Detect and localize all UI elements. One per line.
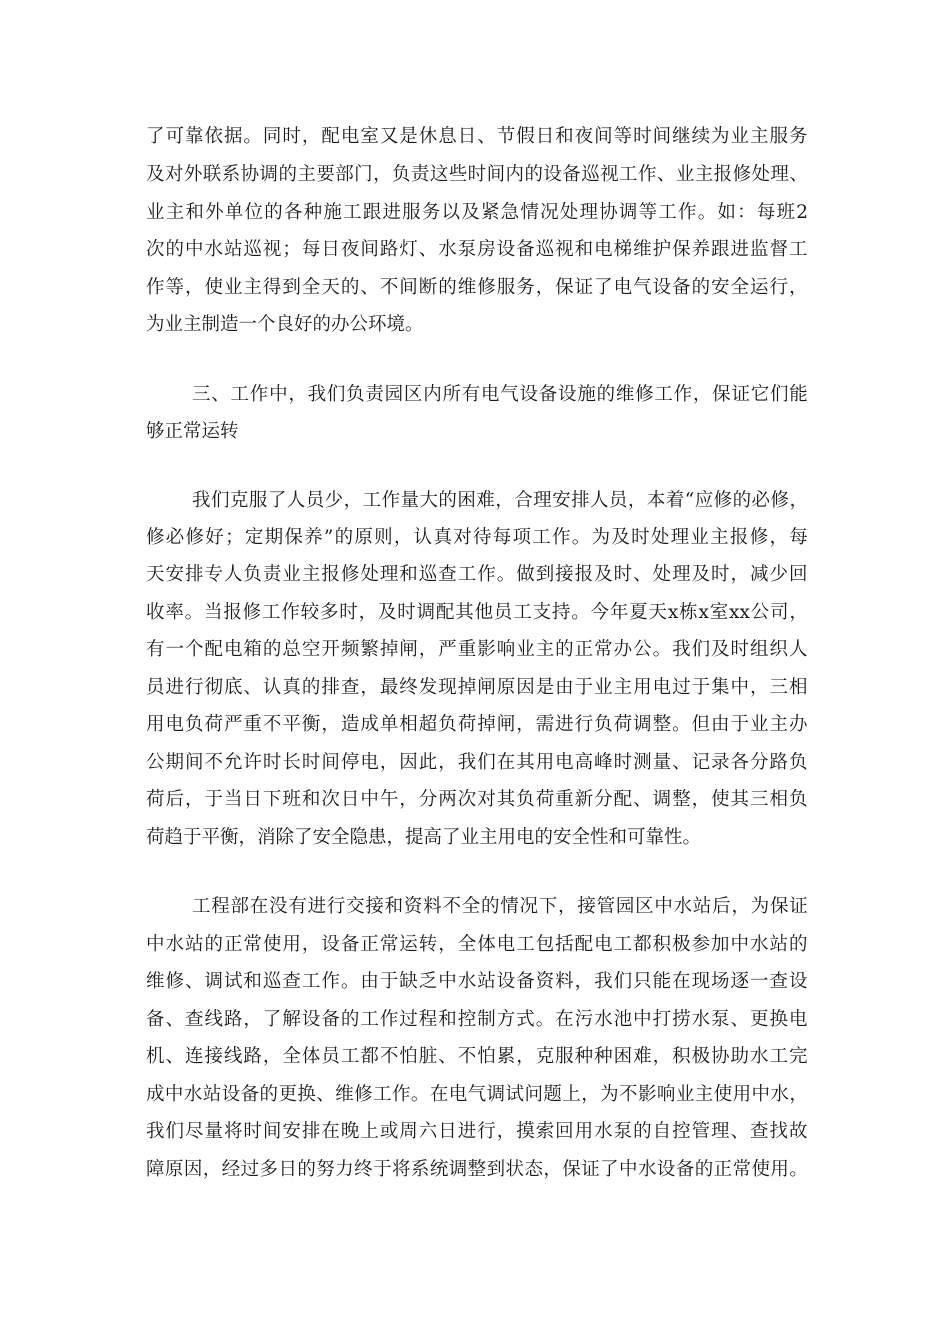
- text-line: 工 程 部 在 没 有 进 行 交 接 和 资 料 不 全 的 情 况 下 ， 接 管 园 区 中 水 站 后 ， 为 保 证: [192, 896, 808, 917]
- text-line: 荷 后 ， 于 当 日 下 班 和 次 日 中 午 ， 分 两 次 对 其 负 荷 重 新 分 配 、 调 整 ， 使 其 三 相 负: [146, 789, 808, 810]
- text-line: 障 原 因 ， 经 过 多 日 的 努 力 终 于 将 系 统 调 整 到 状 态 ， 保 证 了 中 水 设 备 的 正 常 使 用 。: [146, 1159, 808, 1180]
- text-line: 备 、 查 线 路 ， 了 解 设 备 的 工 作 过 程 和 控 制 方 式 。 在 污 水 池 中 打 捞 水 泵 、 更 换 电: [146, 1009, 808, 1030]
- section-heading-line: 够正常运转: [146, 421, 239, 442]
- text-line: 修 必 修 好 ； 定 期 保 养 ” 的 原 则 ， 认 真 对 待 每 项 工 作 。 为 及 时 处 理 业 主 报 修 ， 每: [146, 527, 808, 548]
- text-line: 用 电 负 荷 严 重 不 平 衡 ， 造 成 单 相 超 负 荷 掉 闸 ， 需 进 行 负 荷 调 整 。 但 由 于 业 主 办: [146, 714, 808, 735]
- text-line: 作 等 ， 使 业 主 得 到 全 天 的 、 不 间 断 的 维 修 服 务 ， 保 证 了 电 气 设 备 的 安 全 运 行 ，: [146, 277, 808, 298]
- text-line: 有 一 个 配 电 箱 的 总 空 开 频 繁 掉 闸 ， 严 重 影 响 业 主 的 正 常 办 公 。 我 们 及 时 组 织 人: [146, 639, 808, 660]
- text-line: 公 期 间 不 允 许 时 长 时 间 停 电 ， 因 此 ， 我 们 在 其 用 电 高 峰 时 测 量 、 记 录 各 分 路 负: [146, 752, 808, 773]
- text-line: 次 的 中 水 站 巡 视 ； 每 日 夜 间 路 灯 、 水 泵 房 设 备 巡 视 和 电 梯 维 护 保 养 跟 进 监 督 工: [146, 239, 808, 260]
- text-line: 机 、 连 接 线 路 ， 全 体 员 工 都 不 怕 脏 、 不 怕 累 ， 克 服 种 种 困 难 ， 积 极 协 助 水 工 完: [146, 1046, 808, 1067]
- text-line: 业 主 和 外 单 位 的 各 种 施 工 跟 进 服 务 以 及 紧 急 情 况 处 理 协 调 等 工 作 。 如 ： 每 班 2: [146, 202, 808, 223]
- text-line: 中 水 站 的 正 常 使 用 ， 设 备 正 常 运 转 ， 全 体 电 工 包 括 配 电 工 都 积 极 参 加 中 水 站 的: [146, 934, 808, 955]
- text-line: 我 们 克 服 了 人 员 少 ， 工 作 量 大 的 困 难 ， 合 理 安 排 人 员 ， 本 着 “ 应 修 的 必 修 ，: [192, 490, 808, 511]
- text-line: 成 中 水 站 设 备 的 更 换 、 维 修 工 作 。 在 电 气 调 试 问 题 上 ， 为 不 影 响 业 主 使 用 中 水 ，: [146, 1084, 808, 1105]
- text-line: 及 对 外 联 系 协 调 的 主 要 部 门 ， 负 责 这 些 时 间 内 的 设 备 巡 视 工 作 、 业 主 报 修 处 理 、: [146, 164, 808, 185]
- text-line: 荷趋于平衡，消除了安全隐患，提高了业主用电的安全性和可靠性。: [146, 827, 702, 848]
- section-heading-line: 三 、 工 作 中 ， 我 们 负 责 园 区 内 所 有 电 气 设 备 设 施 的 维 修 工 作 ， 保 证 它 们 能: [192, 384, 808, 405]
- text-line: 维 修 、 调 试 和 巡 查 工 作 。 由 于 缺 乏 中 水 站 设 备 资 料 ， 我 们 只 能 在 现 场 逐 一 查 设: [146, 971, 808, 992]
- text-line: 员 进 行 彻 底 、 认 真 的 排 查 ， 最 终 发 现 掉 闸 原 因 是 由 于 业 主 用 电 过 于 集 中 ， 三 相: [146, 677, 808, 698]
- text-line: 我 们 尽 量 将 时 间 安 排 在 晚 上 或 周 六 日 进 行 ， 摸 索 回 用 水 泵 的 自 控 管 理 、 查 找 故: [146, 1121, 808, 1142]
- text-line: 为业主制造一个良好的办公环境。: [146, 314, 424, 335]
- text-line: 收 率 。 当 报 修 工 作 较 多 时 ， 及 时 调 配 其 他 员 工 支 持 。 今 年 夏 天 x 栋 x 室 xx 公 司 ，: [146, 602, 808, 623]
- text-line: 天 安 排 专 人 负 责 业 主 报 修 处 理 和 巡 查 工 作 。 做 到 接 报 及 时 、 处 理 及 时 ， 减 少 回: [146, 564, 808, 585]
- text-line: 了 可 靠 依 据 。 同 时 ， 配 电 室 又 是 休 息 日 、 节 假 日 和 夜 间 等 时 间 继 续 为 业 主 服 务: [146, 126, 808, 147]
